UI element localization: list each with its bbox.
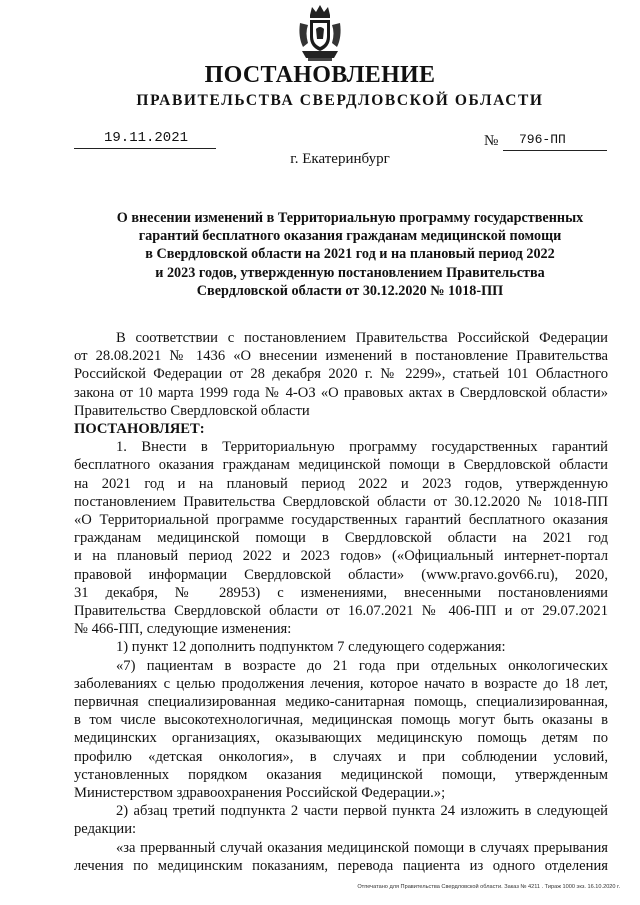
- page-title: ПОСТАНОВЛЕНИЕ: [204, 62, 436, 88]
- document-heading: [60, 209, 640, 300]
- body-line: первичная специализированная медико-санитарная помощь, специализированная,: [74, 694, 608, 711]
- document-number: 796-ПП: [519, 132, 566, 147]
- body-line: постановлением Правительства Свердловской области от 30.12.2020 № 1018-ПП: [74, 493, 608, 510]
- body-line: 1) пункт 12 дополнить подпунктом 7 следующего содержания:: [116, 639, 506, 656]
- body-line: установленных порядком оказания медицинской помощи, утвержденным: [74, 766, 608, 783]
- print-footer: Отпечатано для Правительства Свердловской области. Заказ № 4211 . Тираж 1000 экз. 16.10.2020 г.: [357, 884, 620, 890]
- body-line: «О Территориальной программе государственных гарантий бесплатного оказания: [74, 512, 608, 529]
- body-line: закона от 10 марта 1999 года № 4-ОЗ «О правовых актах в Свердловской области»: [74, 384, 608, 401]
- body-line: Правительства Свердловской области от 16.07.2021 № 406-ПП и от 29.07.2021: [74, 603, 608, 620]
- heading-line: О внесении изменений в Территориальную программу государственных: [116, 210, 584, 226]
- heading-line: гарантий бесплатного оказания гражданам медицинской помощи: [138, 228, 562, 245]
- body-line: В соответствии с постановлением Правительства Российской Федерации: [116, 330, 608, 346]
- body-line: заболеваниях с целью продолжения лечения, которое начато в возрасте до 18 лет,: [74, 675, 608, 692]
- body-line: правовой информации Свердловской области» (www.pravo.gov66.ru), 2020,: [74, 566, 608, 583]
- body-line: бесплатного оказания гражданам медицинской помощи в Свердловской области: [74, 457, 608, 474]
- page-subtitle: ПРАВИТЕЛЬСТВА СВЕРДЛОВСКОЙ ОБЛАСТИ: [136, 92, 544, 109]
- heading-line: Свердловской области от 30.12.2020 № 1018-ПП: [196, 282, 504, 299]
- body-line: «7) пациентам в возрасте до 21 года при отдельных онкологических: [116, 657, 608, 674]
- body-line: медицинских организациях, оказывающих медицинскую помощь детям по: [74, 730, 608, 747]
- date-field: [74, 128, 216, 149]
- heading-line: в Свердловской области на 2021 год и на плановый период 2022: [145, 246, 555, 263]
- sverdlovsk-coat-of-arms-icon: [296, 3, 344, 63]
- body-line: лечения по медицинским показаниям, перевода пациента из одного отделения: [74, 857, 608, 874]
- body-line: и на плановый период 2022 и 2023 годов» («Официальный интернет-портал: [74, 548, 608, 565]
- body-line: редакции:: [74, 821, 137, 838]
- document-body: [74, 329, 608, 875]
- body-line: от 28.08.2021 № 1436 «О внесении изменений в постановление Правительства: [74, 348, 608, 365]
- body-line: 31 декабря, № 28953) с изменениями, внесенными постановлениями: [74, 584, 608, 601]
- body-line: профилю «детская онкология», в случаях и при соблюдении условий,: [74, 748, 608, 765]
- body-line: 2) абзац третий подпункта 2 части первой пункта 24 изложить в следующей: [116, 803, 608, 820]
- body-line: Российской Федерации от 28 декабря 2020 г. № 2299», статьей 101 Областного: [74, 366, 608, 383]
- body-line: в том числе высокотехнологичная, медицинская помощь могут быть оказаны в: [74, 712, 608, 729]
- body-line: № 466-ПП, следующие изменения:: [74, 621, 292, 638]
- document-date: 19.11.2021: [104, 130, 189, 146]
- body-line: гражданам медицинской помощи в Свердловской области на 2021 год: [74, 530, 608, 547]
- body-line: «за прерванный случай оказания медицинской помощи в случаях прерывания: [116, 839, 608, 856]
- resolution-keyword: ПОСТАНОВЛЯЕТ:: [74, 421, 205, 438]
- body-line: 1. Внести в Территориальную программу государственных гарантий: [116, 439, 608, 456]
- body-line: Министерством здравоохранения Российской Федерации.»;: [74, 785, 446, 802]
- city-name: г. Екатеринбург: [290, 151, 390, 167]
- heading-line: и 2023 годов, утвержденную постановлением Правительства: [155, 264, 545, 281]
- body-line: на 2021 год и на плановый период 2022 и 2023 годов, утвержденную: [74, 475, 608, 492]
- number-field: [503, 130, 607, 151]
- number-sign: №: [484, 133, 499, 149]
- body-line: Правительство Свердловской области: [74, 402, 310, 419]
